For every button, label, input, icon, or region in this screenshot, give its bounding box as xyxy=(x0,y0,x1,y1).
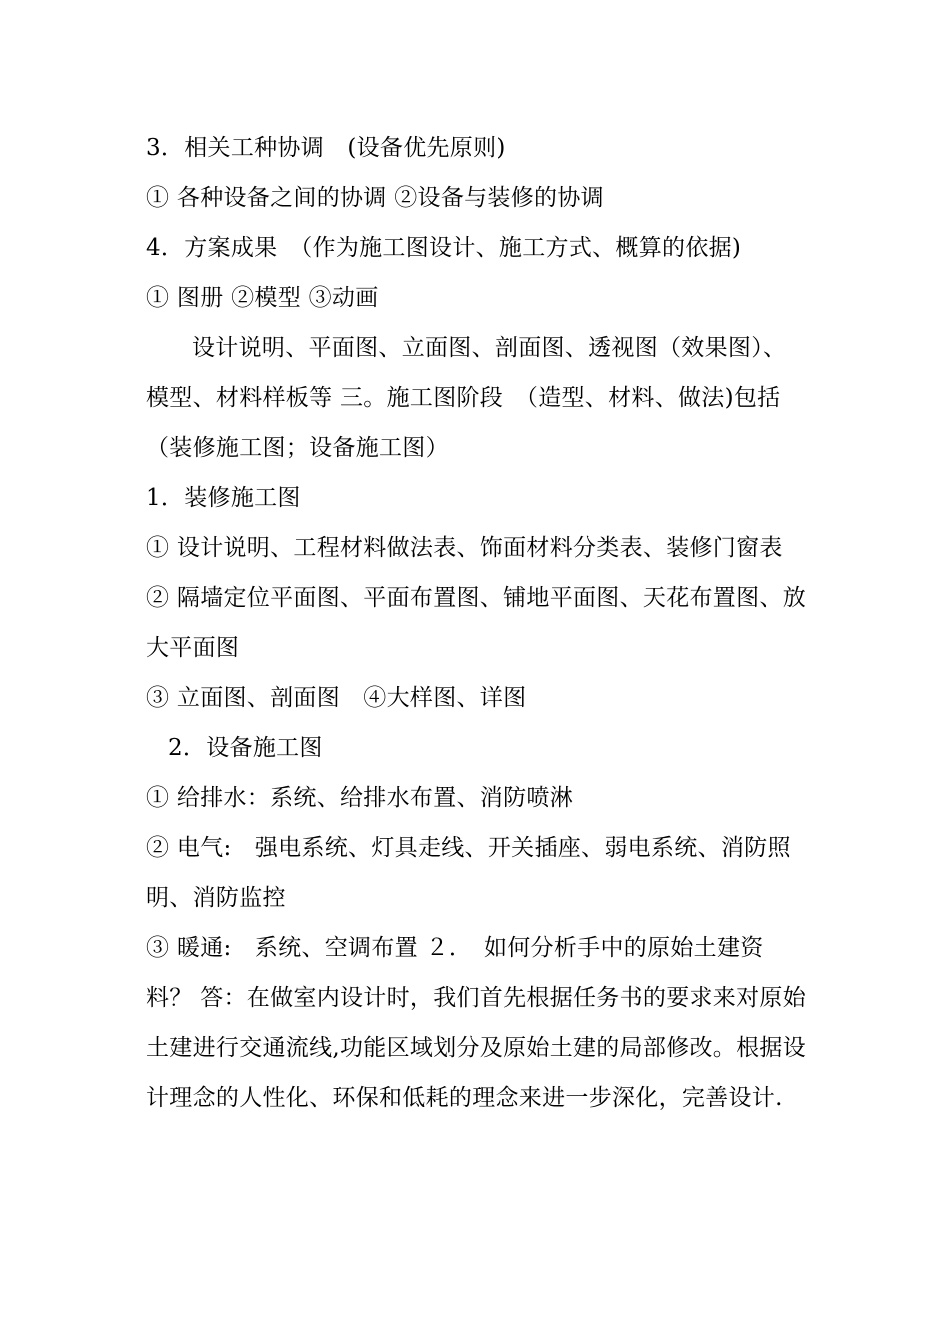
results-description-paragraph: 设计说明、平面图、立面图、剖面图、透视图（效果图）、模型、材料样板等 三。施工图阶段 （造型、材料、做法)包括（装修施工图；设备施工图） xyxy=(146,335,787,461)
section-heading-coordination: 3．相关工种协调 (设备优先原则) xyxy=(146,135,506,161)
results-items: ① 图册 ②模型 ③动画 xyxy=(146,285,379,311)
decoration-item-1: ① 设计说明、工程材料做法表、饰面材料分类表、装修门窗表 xyxy=(146,535,783,561)
equipment-item-hvac-and-answer: ③ 暖通: 系统、空调布置 ２． 如何分析手中的原始土建资料？ 答：在做室内设计时，我们首先根据任务书的要求来对原始土建进行交通流线,功能区域划分及原始土建的局部修改。根据设计理念的人性化、环保和低耗的理念来进一步深化，完善设计. xyxy=(146,935,807,1111)
decoration-item-2: ② 隔墙定位平面图、平面布置图、铺地平面图、天花布置图、放大平面图 xyxy=(146,585,807,661)
document-body xyxy=(146,123,806,1123)
section-heading-decoration-drawings: 1．装修施工图 xyxy=(146,485,301,511)
equipment-item-plumbing: ① 给排水：系统、给排水布置、消防喷淋 xyxy=(146,785,574,811)
section-heading-results: 4．方案成果 （作为施工图设计、施工方式、概算的依据) xyxy=(146,235,742,261)
equipment-item-electrical: ② 电气: 强电系统、灯具走线、开关插座、弱电系统、消防照明、消防监控 xyxy=(146,835,791,911)
coordination-items: ① 各种设备之间的协调 ②设备与装修的协调 xyxy=(146,185,604,211)
section-heading-equipment-drawings: 2．设备施工图 xyxy=(168,735,323,761)
decoration-item-3-4: ③ 立面图、剖面图 ④大样图、详图 xyxy=(146,685,527,711)
